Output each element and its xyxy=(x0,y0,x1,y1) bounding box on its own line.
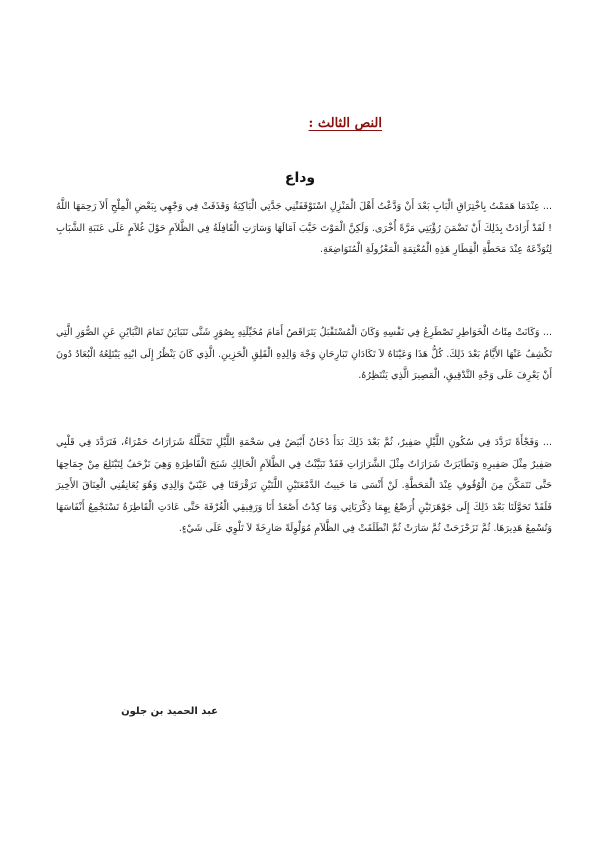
paragraph-2-block xyxy=(56,322,552,387)
author-name: عبد الحميد بن جلون xyxy=(121,706,218,717)
text-title: وداع xyxy=(284,170,316,186)
paragraph: ... عِنْدَمَا هَمَمْتُ بِاخْتِرَاقِ الْبَابِ بَعْدَ أَنْ وَدَّعْتُ أَهْلَ الْمَنْزِلِ اسْتَوْقَفَتْنِي جَدَّتِي الْبَاكِيَةُ وَقَذَفَتْ فِي وَجْهِي بِبَعْضِ الْمِلْحِ أَلاَ رَحِمَهَا اللَّهُ ! لَقَدْ أَرَادَتْ بِذَلِكَ أَنْ تَضْمَنَ رُؤْيَتِي مَرَّةً أُخْرَى. وَلَكِنَّ الْمَوْتَ خَيَّبَ آمَالَهَا وَسَارَتِ الْقَافِلَةُ فِي الظَّلاَمِ حَوْلَ غُلاَمٍ عَلَى عَتَبَةِ الشَّبَابِ لِتُوَدِّعَهُ عِنْدَ مَحَطَّةِ الْقِطَارِ هَذِهِ الْمُعْتِمَةِ الْمَعْزُولَةِ الْمُتَوَاضِعَةِ. xyxy=(56,201,552,255)
paragraph: ... وَفَجْأَةً تَرَدَّدَ فِي سُكُونِ اللَّيْلِ صَفِيرٌ، ثُمَّ بَعْدَ ذَلِكَ بَدَأَ دُخَانٌ أَبْيَضُ فِي سَحْمَةِ اللَّيْلِ تَتَخَلَّلُهُ شَرَارَاتٌ حَمْرَاءُ، فَتَرَدَّدَ فِي قَلْبِي صَفِيرٌ مِثْلَ صَفِيرِهِ وَتَطَايَرَتْ شَرَارَاتٌ مِثْلَ الشَّرَارَاتِ فَقَدْ تَبَيَّنْتُ فِي الظَّلاَمِ الْحَالِكِ شَبَحَ الْقَاطِرَةِ وَهِيَ تَزْحَفُ لِتَبْتَلِعَ مِنْ جِمَاحِهَا حَتَّى تَتَمَكَّنَ مِنَ الْوُقُوفِ عِنْدَ الْمَحَطَّةِ. لَنْ أَنْسَى مَا حَييتُ الدَّمْعَتَيْنِ اللَّتَيْنِ تَرَقْرَقَتَا فِي عَيْنَيْ وَالِدِي وَهُوَ يُعَانِقُنِي الْعِنَاقَ الأَخِيرَ فَلَقَدْ تَحَوَّلَتَا بَعْدَ ذَلِكَ إِلَى جَوْهَرَتَيْنِ أُرَصِّعُ بِهِمَا ذِكْرَيَاتِي وَمَا كِدْتُ أَصْعَدُ أَنَا وَرَفِيقِي الْغُرْفَةَ حَتَّى عَادَتِ الْقَاطِرَةُ تَسْتَجْمِعُ أَنْفَاسَهَا وَتُسْمِعُ هَدِيرَهَا. ثُمَّ تَزَحْزَحَتْ ثُمَّ سَارَتْ ثُمَّ انْطَلَقَتْ فِي الظَّلاَمِ مُوَلْوِلَةً صَارِخَةً لاَ تَلْوِي عَلَى شَيْءٍ. xyxy=(56,437,552,534)
paragraph-3-block xyxy=(56,432,552,540)
paragraph-1-block xyxy=(56,196,552,261)
paragraph: ... وَكَانَتْ مِئَاتُ الْخَوَاطِرِ تَصْطَرِعُ فِي نَفْسِهِ وَكَانَ الْمُسْتَقْبَلُ يَتَرَاقَصُ أَمَامَ مُخَيِّلَتِهِ بِصُوَرٍ شَتَّى تَتَبَايَنُ تَمَامَ التَّبَايُنِ عَنِ الصُّوَرِ الَّتِي تَكْشِفُ عَنْهَا الأَيَّامُ بَعْدَ ذَلِكَ. كُلُّ هَذَا وَعَيْنَاهُ لاَ تَكَادَانِ تَبَارِحَانِ وَجْهَ وَالِدِهِ الْقَلِقِ الْحَزِينِ. الَّذِي كَانَ يَنْظُرُ إِلَى ابْنِهِ يَبْتَلِعُهُ الْبُعَادُ دُونَ أَنْ يَعْرِفَ عَلَى وَجْهِ التَّدْقِيقِ، الْمَصِيرَ الَّذِي يَنْتَظِرُهُ. xyxy=(56,327,552,381)
section-heading: النص الثالث : xyxy=(308,116,382,131)
